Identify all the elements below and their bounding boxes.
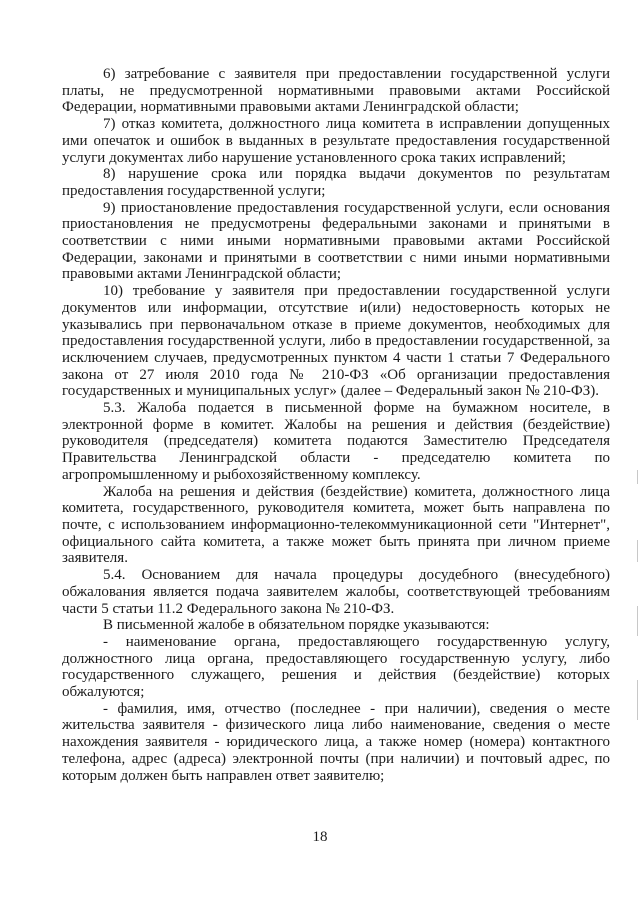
scan-edge-mark — [637, 540, 638, 562]
paragraph: 7) отказ комитета, должностного лица комитета в исправлении допущенных ими опечаток и ошибок в выданных в результате предоставления государственной услуги документах либо нарушение установленного срока таких исправлений; — [62, 116, 610, 166]
paragraph: - фамилия, имя, отчество (последнее - при наличии), сведения о месте жительства заявителя - физического лица либо наименование, сведения о месте нахождения заявителя - юридического лица, а также номер (номера) контактного телефона, адрес (адреса) электронной почты (при наличии) и почтовый адрес, по которым должен быть направлен ответ заявителю; — [62, 700, 610, 784]
paragraph: 8) нарушение срока или порядка выдачи документов по результатам предоставления государственной услуги; — [62, 166, 610, 199]
paragraph: 5.3. Жалоба подается в письменной форме на бумажном носителе, в электронной форме в комитет. Жалобы на решения и действия (бездействие) руководителя (председателя) комитета подаются Заместителю Председателя Правительства Ленинградской области - председателю комитета по агропромышленному и рыбохозяйственному комплексу. — [62, 400, 610, 483]
scan-edge-mark — [637, 680, 638, 720]
document-page — [62, 66, 610, 784]
scan-edge-mark — [637, 470, 638, 484]
scan-edge-mark — [637, 606, 638, 636]
paragraph: 5.4. Основанием для начала процедуры досудебного (внесудебного) обжалования является подача заявителем жалобы, соответствующей требованиям части 5 статьи 11.2 Федерального закона № 210-ФЗ. — [62, 567, 610, 617]
paragraph: Жалоба на решения и действия (бездействие) комитета, должностного лица комитета, государственного, руководителя комитета, может быть направлена по почте, с использованием информационно-телекоммуникационной сети "Интернет", официального сайта комитета, а также может быть принята при личном приеме заявителя. — [62, 483, 610, 567]
paragraph: 9) приостановление предоставления государственной услуги, если основания приостановления не предусмотрены федеральными законами и принятыми в соответствии с ними иными нормативными правовыми актами Российской Федерации, законами и принятыми в соответствии с ними иными нормативными правовыми актами Ленинградской области; — [62, 199, 610, 283]
paragraph: 6) затребование с заявителя при предоставлении государственной услуги платы, не предусмотренной нормативными правовыми актами Российской Федерации, нормативными правовыми актами Ленинградской области; — [62, 66, 610, 116]
paragraph: - наименование органа, предоставляющего государственную услугу, должностного лица органа, предоставляющего государственную услугу, либо государственного служащего, решения и действия (бездействие) которых обжалуются; — [62, 633, 610, 701]
paragraph: В письменной жалобе в обязательном порядке указываются: — [103, 617, 490, 634]
paragraph: 10) требование у заявителя при предоставлении государственной услуги документов или информации, отсутствие и(или) недостоверность которых не указывались при первоначальном отказе в приеме документов, необходимых для предоставления государственной услуги, либо в предоставлении государственной, за исключением случаев, предусмотренных пунктом 4 части 1 статьи 7 Федерального закона от 27 июля 2010 года № 210-ФЗ «Об организации предоставления государственных и муниципальных услуг» (далее – Федеральный закон № 210-ФЗ). — [62, 283, 610, 400]
page-number: 18 — [312, 829, 328, 845]
